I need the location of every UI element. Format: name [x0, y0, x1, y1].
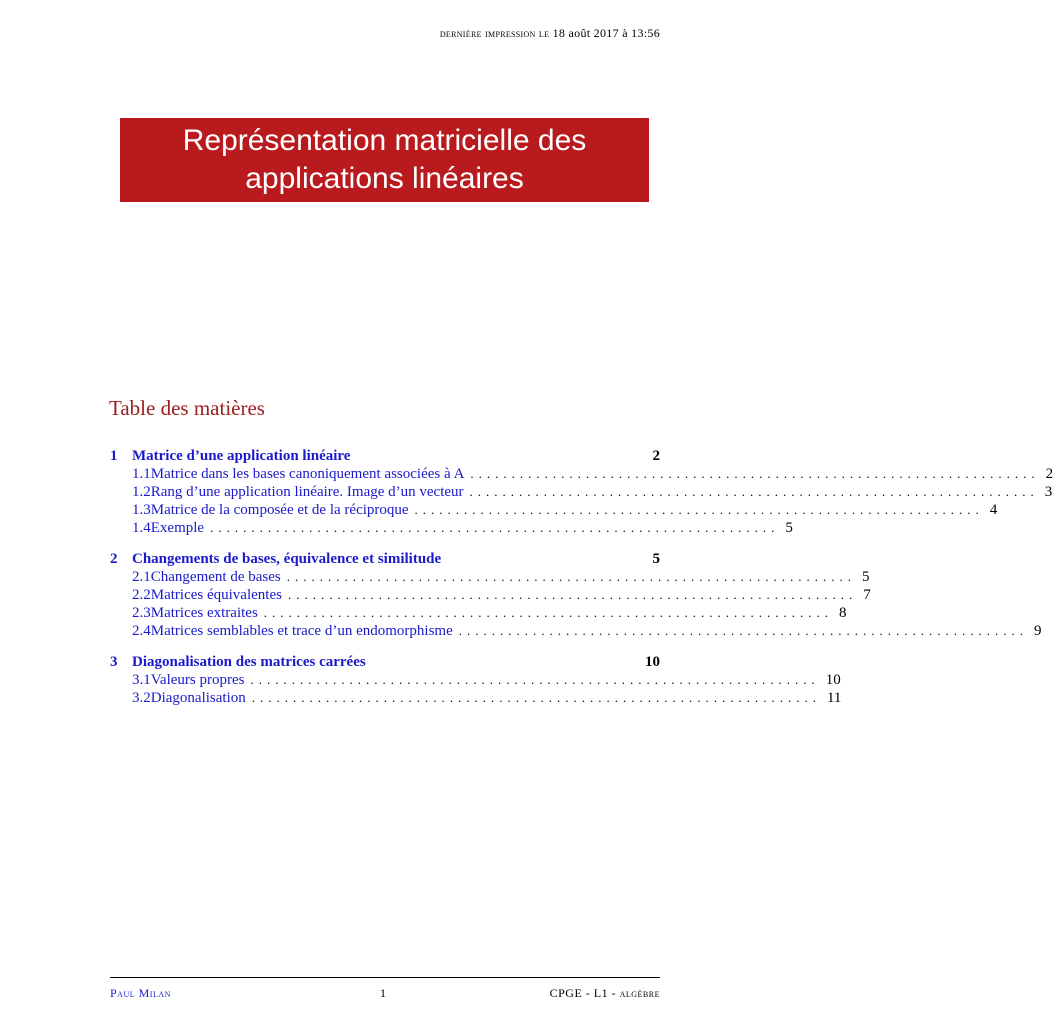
toc-subsection[interactable] — [132, 605, 847, 623]
toc-leader-dots: ..................................................................... — [470, 466, 1040, 481]
toc-section-title[interactable]: Diagonalisation des matrices carrées — [132, 654, 366, 670]
toc-subsection-page: 2 — [1045, 466, 1053, 482]
toc-section-page: 2 — [652, 448, 660, 464]
toc-subsection-page: 10 — [825, 672, 841, 688]
toc-subsection-title[interactable]: Rang d’une application linéaire. Image d’un vecteur — [150, 484, 464, 500]
print-at: à — [622, 26, 628, 40]
footer-author: Paul Milan — [110, 986, 171, 1000]
toc-subsection-number: 2.1 — [132, 569, 151, 585]
toc-subsection[interactable] — [132, 484, 1053, 502]
toc-leader-dots: ..................................................................... — [414, 502, 984, 517]
title-line-2: applications linéaires — [245, 162, 524, 195]
print-label: dernière impression le — [439, 26, 550, 40]
footer-rule — [110, 977, 660, 978]
toc-subsection-title[interactable]: Matrice dans les bases canoniquement associées à A — [150, 466, 465, 482]
toc-subsection-number: 1.3 — [132, 502, 151, 518]
toc-subsection-page: 5 — [785, 520, 793, 536]
toc-subsection-number: 1.4 — [132, 520, 151, 536]
toc-subsection[interactable] — [132, 623, 1042, 641]
toc-section-3[interactable] — [110, 654, 660, 672]
toc-subsection-page: 11 — [826, 690, 842, 706]
toc-subsection[interactable] — [132, 569, 870, 587]
toc-leader-dots: ..................................................................... — [287, 587, 858, 602]
toc-subsection-number: 1.1 — [132, 466, 151, 482]
toc-subsection-page: 4 — [989, 502, 998, 518]
title-line-1: Représentation matricielle des — [182, 124, 587, 157]
toc-heading: Table des matières — [109, 396, 265, 420]
footer-page-number: 1 — [380, 986, 386, 1000]
toc-subsection-page: 7 — [863, 587, 871, 603]
toc-subsection-number: 1.2 — [132, 484, 151, 500]
toc-section-number: 1 — [110, 448, 118, 464]
toc-subsection-title[interactable]: Diagonalisation — [150, 690, 246, 706]
toc-subsection-number: 3.1 — [132, 672, 151, 688]
toc-subsection-title[interactable]: Matrices semblables et trace d’un endomorphisme — [150, 623, 453, 639]
toc-section-page: 5 — [652, 551, 660, 567]
toc-section-1[interactable] — [110, 448, 660, 466]
print-date: 18 août 2017 — [552, 26, 619, 40]
toc-section-number: 3 — [110, 654, 118, 670]
toc-subsection-title[interactable]: Valeurs propres — [150, 672, 245, 688]
toc-leader-dots: ..................................................................... — [251, 690, 821, 705]
toc-subsection[interactable] — [132, 466, 1053, 484]
toc-section-number: 2 — [110, 551, 118, 567]
toc-subsection[interactable] — [132, 672, 841, 690]
toc-subsection-number: 2.2 — [132, 587, 151, 603]
toc-subsection-title[interactable]: Matrices extraites — [150, 605, 258, 621]
toc-subsection-page: 3 — [1044, 484, 1053, 500]
toc-subsection-title[interactable]: Exemple — [150, 520, 205, 536]
footer-course: CPGE - L1 - algèbre — [549, 986, 660, 1000]
toc-subsection-title[interactable]: Changement de bases — [150, 569, 281, 585]
toc-subsection-title[interactable]: Matrices équivalentes — [150, 587, 282, 603]
toc-subsection-page: 5 — [861, 569, 870, 585]
toc-leader-dots: ..................................................................... — [210, 520, 780, 535]
toc-subsection[interactable] — [132, 520, 793, 538]
toc-subsection-number: 2.4 — [132, 623, 151, 639]
toc-leader-dots: ..................................................................... — [263, 605, 834, 620]
toc-leader-dots: ..................................................................... — [250, 672, 820, 687]
toc-section-title[interactable]: Changements de bases, équivalence et similitude — [132, 551, 442, 567]
toc-subsection-number: 2.3 — [132, 605, 151, 621]
toc-subsection-title[interactable]: Matrice de la composée et de la réciproque — [150, 502, 409, 518]
document-title — [120, 118, 649, 202]
toc-section-page: 10 — [645, 654, 660, 670]
toc-subsection-page: 8 — [839, 605, 847, 621]
toc-leader-dots: ..................................................................... — [286, 569, 856, 584]
toc-subsection[interactable] — [132, 587, 871, 605]
toc-subsection[interactable] — [132, 502, 998, 520]
toc-section-title[interactable]: Matrice d’une application linéaire — [132, 448, 351, 464]
print-date-header — [440, 26, 660, 41]
toc-leader-dots: ..................................................................... — [469, 484, 1039, 499]
print-time: 13:56 — [631, 26, 660, 40]
toc-subsection-page: 9 — [1034, 623, 1042, 639]
toc-subsection-number: 3.2 — [132, 690, 151, 706]
toc-leader-dots: ..................................................................... — [458, 623, 1028, 638]
toc-subsection[interactable] — [132, 690, 842, 708]
toc-section-2[interactable] — [110, 551, 660, 569]
